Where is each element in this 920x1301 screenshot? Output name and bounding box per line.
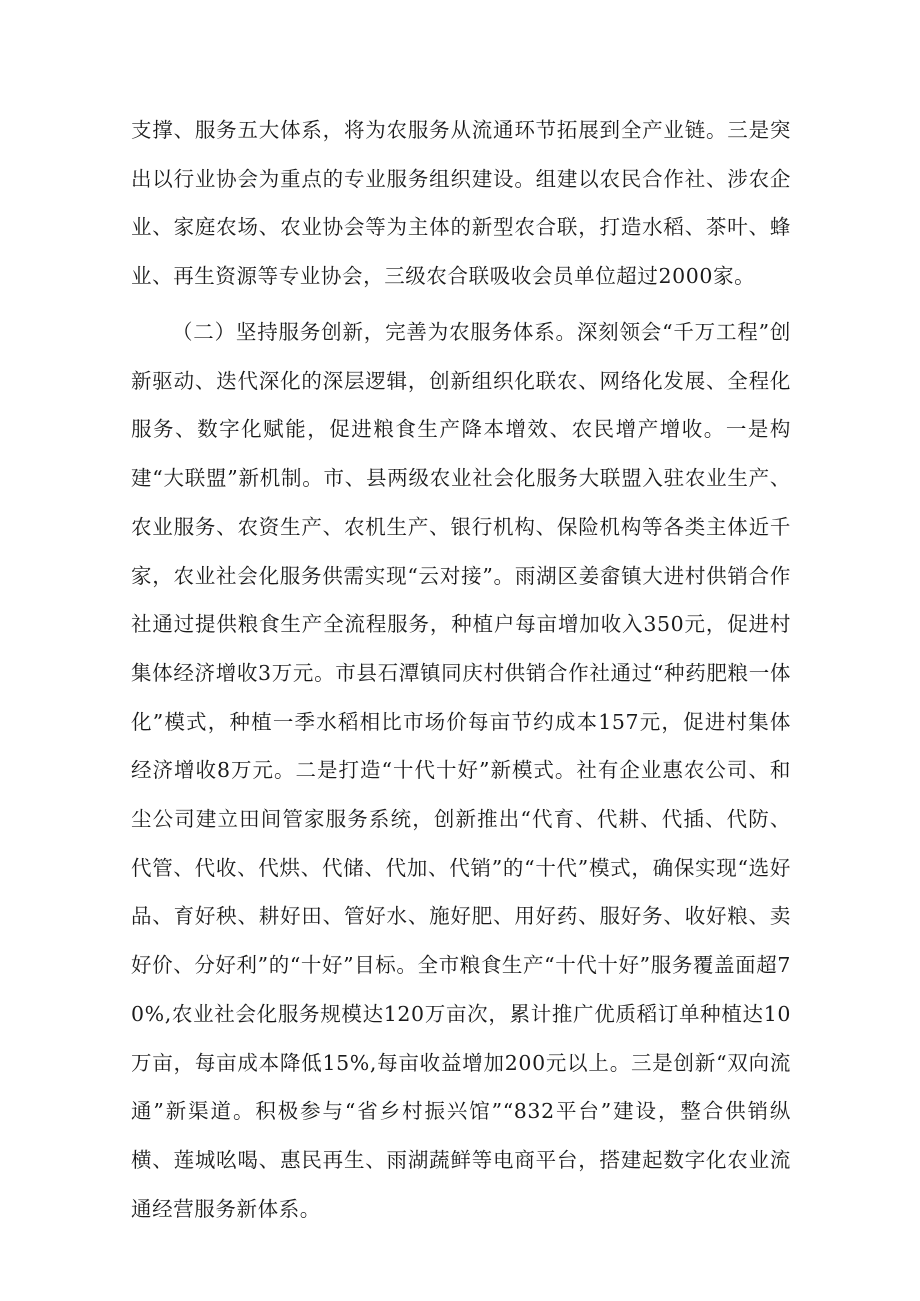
body-paragraph-2: （二）坚持服务创新，完善为农服务体系。深刻领会“千万工程”创新驱动、迭代深化的深层逻辑，创新组织化联农、网络化发展、全程化服务、数字化赋能，促进粮食生产降本增效、农民增产增收。一是构建“大联盟”新机制。市、县两级农业社会化服务大联盟入驻农业生产、农业服务、农资生产、农机生产、银行机构、保险机构等各类主体近千家，农业社会化服务供需实现“云对接”。雨湖区姜畲镇大进村供销合作社通过提供粮食生产全流程服务，种植户每亩增加收入350元，促进村集体经济增收3万元。市县石潭镇同庆村供销合作社通过“种药肥粮一体化”模式，种植一季水稻相比市场价每亩节约成本157元，促进村集体经济增收8万元。二是打造“十代十好”新模式。社有企业惠农公司、和尘公司建立田间管家服务系统，创新推出“代育、代耕、代插、代防、代管、代收、代烘、代储、代加、代销”的“十代”模式，确保实现“选好品、育好秧、耕好田、管好水、施好肥、用好药、服好务、收好粮、卖好价、分好利”的“十好”目标。全市粮食生产“十代十好”服务覆盖面超70%,农业社会化服务规模达120万亩次，累计推广优质稻订单种植达10万亩，每亩成本降低15%,每亩收益增加200元以上。三是创新“双向流通”新渠道。积极参与“省乡村振兴馆”“832平台”建设，整合供销纵横、莲城吆喝、惠民再生、雨湖蔬鲜等电商平台，搭建起数字化农业流通经营服务新体系。 <box>131 320 791 1221</box>
section-two-block <box>131 308 791 1233</box>
paragraph-continuation-block <box>131 106 791 301</box>
body-paragraph-1: 支撑、服务五大体系，将为农服务从流通环节拓展到全产业链。三是突出以行业协会为重点的专业服务组织建设。组建以农民合作社、涉农企业、家庭农场、农业协会等为主体的新型农合联，打造水稻、茶叶、蜂业、再生资源等专业协会，三级农合联吸收会员单位超过2000家。 <box>131 118 791 289</box>
